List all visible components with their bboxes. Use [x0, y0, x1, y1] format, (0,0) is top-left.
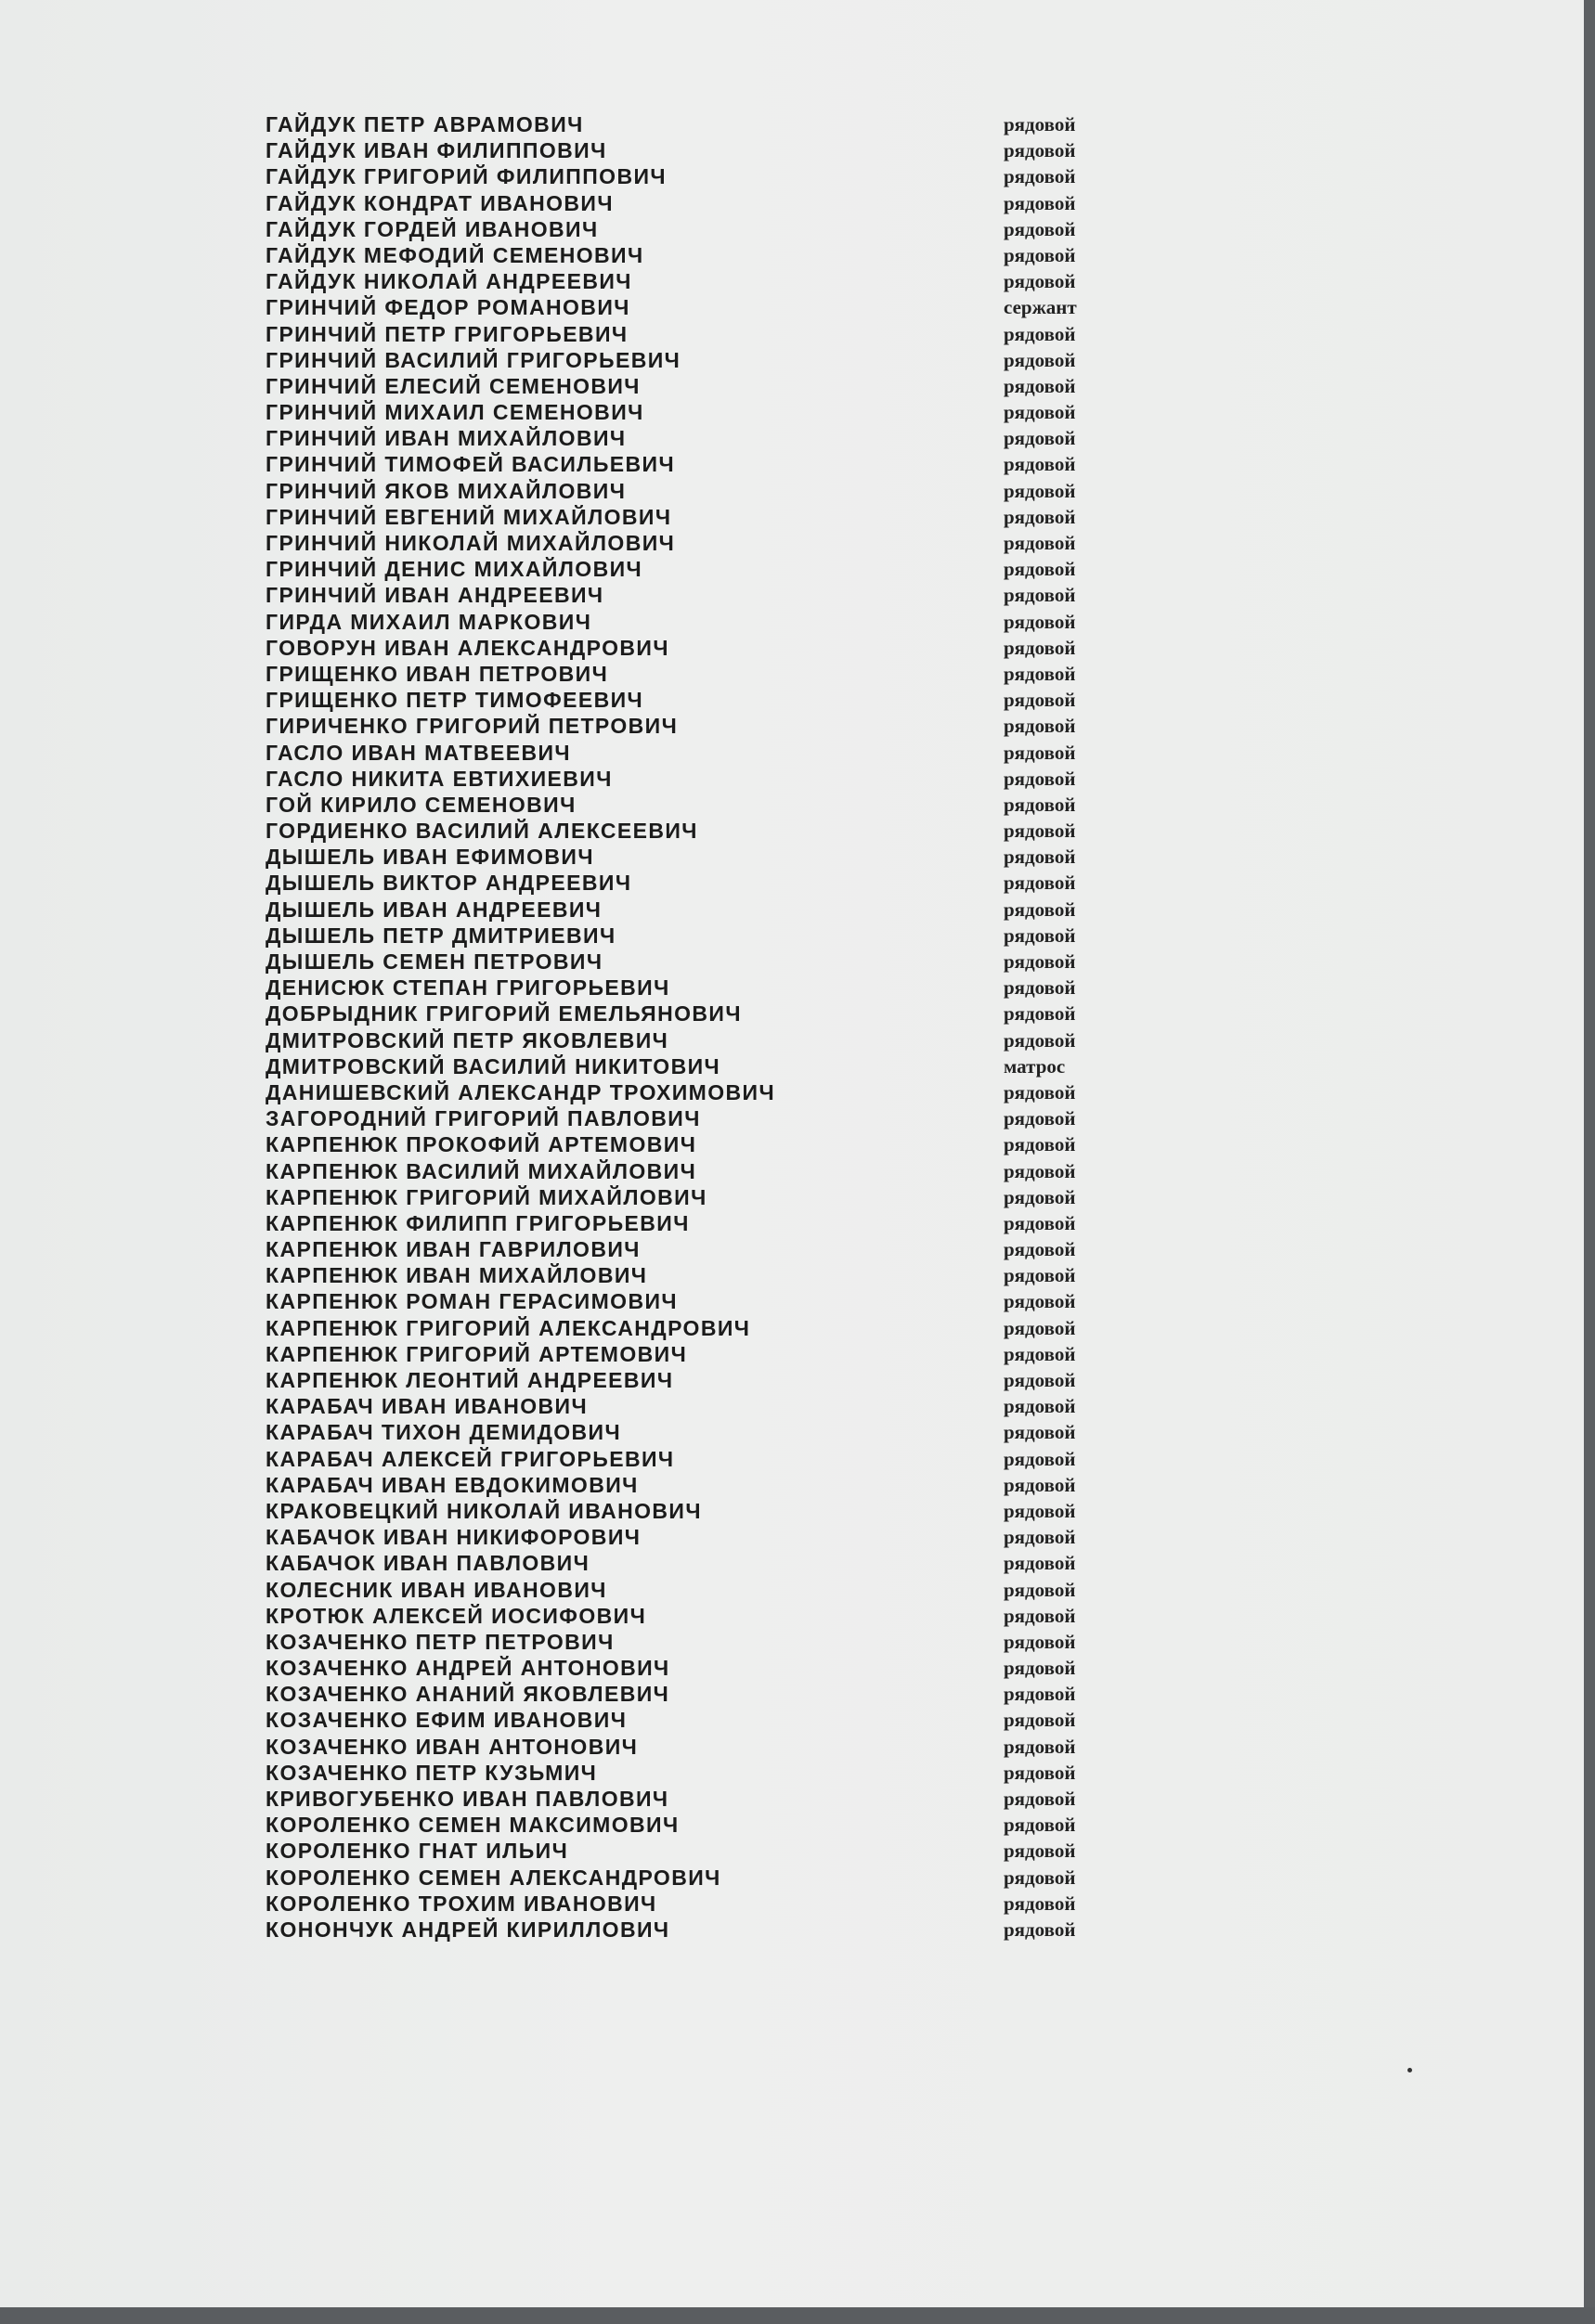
- soldier-rank: рядовой: [1004, 348, 1076, 371]
- soldier-rank: рядовой: [1004, 322, 1076, 345]
- roster-row: [266, 1865, 1120, 1891]
- soldier-rank: рядовой: [1004, 1917, 1076, 1941]
- soldier-name: ГРИНЧИЙ ИВАН МИХАЙЛОВИЧ: [266, 426, 627, 451]
- soldier-rank: рядовой: [1004, 715, 1076, 738]
- soldier-name: КОЗАЧЕНКО ПЕТР КУЗЬМИЧ: [266, 1760, 598, 1785]
- roster-row: [266, 1262, 1120, 1288]
- soldier-rank: рядовой: [1004, 113, 1076, 136]
- soldier-rank: рядовой: [1004, 1264, 1076, 1287]
- roster-row: [266, 268, 1120, 294]
- roster-row: [266, 818, 1120, 844]
- soldier-rank: рядовой: [1004, 1133, 1076, 1156]
- roster-row: [266, 1472, 1120, 1498]
- soldier-rank: рядовой: [1004, 1342, 1076, 1365]
- soldier-name: КРАКОВЕЦКИЙ НИКОЛАЙ ИВАНОВИЧ: [266, 1498, 702, 1523]
- soldier-rank: рядовой: [1004, 741, 1076, 764]
- roster-row: [266, 321, 1120, 347]
- soldier-name: КАРПЕНЮК ГРИГОРИЙ МИХАЙЛОВИЧ: [266, 1184, 707, 1209]
- soldier-name: ГАЙДУК ГОРДЕЙ ИВАНОВИЧ: [266, 216, 599, 241]
- soldier-rank: рядовой: [1004, 846, 1076, 869]
- roster-row: [266, 1079, 1120, 1105]
- page-edge-shadow: [1584, 0, 1595, 2324]
- soldier-rank: рядовой: [1004, 1316, 1076, 1339]
- soldier-name: КАРПЕНЮК ВАСИЛИЙ МИХАЙЛОВИЧ: [266, 1158, 697, 1183]
- soldier-name: ГРИНЧИЙ ВАСИЛИЙ ГРИГОРЬЕВИЧ: [266, 347, 681, 372]
- soldier-rank: рядовой: [1004, 453, 1076, 476]
- soldier-rank: рядовой: [1004, 950, 1076, 973]
- roster-row: [266, 1210, 1120, 1236]
- soldier-rank: рядовой: [1004, 1578, 1076, 1601]
- soldier-name: КАРПЕНЮК ГРИГОРИЙ АРТЕМОВИЧ: [266, 1341, 688, 1366]
- paper-speck: [1407, 2068, 1412, 2072]
- soldier-name: КОРОЛЕНКО ГНАТ ИЛЬИЧ: [266, 1839, 569, 1864]
- roster-row: [266, 556, 1120, 582]
- roster-row: [266, 1655, 1120, 1681]
- soldier-name: ДМИТРОВСКИЙ ПЕТР ЯКОВЛЕВИЧ: [266, 1027, 669, 1052]
- soldier-name: КАРПЕНЮК ПРОКОФИЙ АРТЕМОВИЧ: [266, 1132, 697, 1157]
- roster-row: [266, 713, 1120, 739]
- roster-row: [266, 347, 1120, 373]
- roster-row: [266, 242, 1120, 268]
- roster-row: [266, 216, 1120, 242]
- soldier-name: ДАНИШЕВСКИЙ АЛЕКСАНДР ТРОХИМОВИЧ: [266, 1079, 776, 1104]
- soldier-rank: рядовой: [1004, 1421, 1076, 1444]
- soldier-name: ГРИНЧИЙ ИВАН АНДРЕЕВИЧ: [266, 583, 604, 608]
- soldier-rank: рядовой: [1004, 1657, 1076, 1680]
- roster-row: [266, 1603, 1120, 1629]
- soldier-rank: рядовой: [1004, 1683, 1076, 1706]
- soldier-rank: рядовой: [1004, 1526, 1076, 1549]
- soldier-rank: рядовой: [1004, 427, 1076, 450]
- soldier-name: ГАЙДУК ПЕТР АВРАМОВИЧ: [266, 112, 584, 136]
- roster-row: [266, 1891, 1120, 1917]
- roster-row: [266, 1550, 1120, 1576]
- roster-row: [266, 1184, 1120, 1210]
- roster-row: [266, 661, 1120, 687]
- soldier-rank: рядовой: [1004, 270, 1076, 293]
- soldier-name: КАБАЧОК ИВАН НИКИФОРОВИЧ: [266, 1525, 642, 1550]
- soldier-rank: рядовой: [1004, 374, 1076, 397]
- soldier-name: ДЫШЕЛЬ СЕМЕН ПЕТРОВИЧ: [266, 949, 603, 974]
- roster-row: [266, 1131, 1120, 1157]
- soldier-rank: рядовой: [1004, 401, 1076, 424]
- soldier-rank: рядовой: [1004, 1395, 1076, 1418]
- soldier-name: ГРИЩЕНКО ИВАН ПЕТРОВИЧ: [266, 661, 609, 686]
- roster-row: [266, 687, 1120, 713]
- soldier-name: ГРИНЧИЙ ДЕНИС МИХАЙЛОВИЧ: [266, 557, 643, 582]
- soldier-name: ДЫШЕЛЬ ВИКТОР АНДРЕЕВИЧ: [266, 871, 632, 896]
- roster-row: [266, 792, 1120, 818]
- roster-row: [266, 1367, 1120, 1393]
- soldier-name: ГИРДА МИХАИЛ МАРКОВИЧ: [266, 609, 592, 634]
- soldier-rank: рядовой: [1004, 165, 1076, 188]
- soldier-rank: рядовой: [1004, 1185, 1076, 1208]
- roster-row: [266, 190, 1120, 216]
- roster-row: [266, 1838, 1120, 1864]
- soldier-rank: матрос: [1004, 1054, 1066, 1078]
- soldier-name: ГРИНЧИЙ ЕЛЕСИЙ СЕМЕНОВИЧ: [266, 373, 641, 398]
- soldier-rank: рядовой: [1004, 217, 1076, 240]
- soldier-name: ГАЙДУК НИКОЛАЙ АНДРЕЕВИЧ: [266, 269, 632, 294]
- soldier-name: ГРИНЧИЙ ФЕДОР РОМАНОВИЧ: [266, 295, 630, 320]
- soldier-rank: рядовой: [1004, 636, 1076, 659]
- soldier-rank: рядовой: [1004, 662, 1076, 685]
- soldier-rank: рядовой: [1004, 243, 1076, 266]
- roster-row: [266, 635, 1120, 661]
- roster-row: [266, 1629, 1120, 1655]
- soldier-name: ГАСЛО ИВАН МАТВЕЕВИЧ: [266, 740, 571, 765]
- roster-row: [266, 1760, 1120, 1786]
- soldier-name: КОРОЛЕНКО СЕМЕН АЛЕКСАНДРОВИЧ: [266, 1865, 721, 1890]
- roster-row: [266, 1524, 1120, 1550]
- soldier-name: ГРИЩЕНКО ПЕТР ТИМОФЕЕВИЧ: [266, 688, 644, 713]
- soldier-name: КАРПЕНЮК ИВАН МИХАЙЛОВИЧ: [266, 1263, 648, 1288]
- soldier-rank: рядовой: [1004, 1735, 1076, 1758]
- soldier-name: ГРИНЧИЙ ТИМОФЕЙ ВАСИЛЬЕВИЧ: [266, 452, 676, 477]
- soldier-rank: рядовой: [1004, 689, 1076, 712]
- soldier-rank: рядовой: [1004, 1080, 1076, 1104]
- soldier-name: КОЛЕСНИК ИВАН ИВАНОВИЧ: [266, 1577, 607, 1602]
- roster-row: [266, 1341, 1120, 1367]
- roster-row: [266, 373, 1120, 399]
- soldier-rank: рядовой: [1004, 584, 1076, 607]
- soldier-name: КОЗАЧЕНКО АНДРЕЙ АНТОНОВИЧ: [266, 1656, 670, 1681]
- soldier-rank: рядовой: [1004, 139, 1076, 162]
- soldier-name: КАРАБАЧ ТИХОН ДЕМИДОВИЧ: [266, 1420, 622, 1445]
- roster-row: [266, 1786, 1120, 1812]
- soldier-rank: рядовой: [1004, 1630, 1076, 1653]
- soldier-name: ГРИНЧИЙ ЯКОВ МИХАЙЛОВИЧ: [266, 478, 627, 503]
- roster-row: [266, 1446, 1120, 1472]
- soldier-rank: рядовой: [1004, 532, 1076, 554]
- soldier-name: КАРПЕНЮК РОМАН ГЕРАСИМОВИЧ: [266, 1289, 678, 1314]
- soldier-rank: рядовой: [1004, 1761, 1076, 1784]
- soldier-name: КАБАЧОК ИВАН ПАВЛОВИЧ: [266, 1551, 590, 1576]
- soldier-rank: рядовой: [1004, 1866, 1076, 1889]
- roster-row: [266, 1105, 1120, 1131]
- soldier-name: ГРИНЧИЙ ПЕТР ГРИГОРЬЕВИЧ: [266, 321, 629, 346]
- soldier-name: КАРПЕНЮК ФИЛИПП ГРИГОРЬЕВИЧ: [266, 1210, 690, 1235]
- soldier-name: КОРОЛЕНКО ТРОХИМ ИВАНОВИЧ: [266, 1891, 657, 1916]
- roster-row: [266, 163, 1120, 189]
- soldier-name: ГАЙДУК ГРИГОРИЙ ФИЛИППОВИЧ: [266, 164, 667, 189]
- soldier-name: КОРОЛЕНКО СЕМЕН МАКСИМОВИЧ: [266, 1813, 680, 1838]
- roster-row: [266, 923, 1120, 949]
- soldier-name: ДОБРЫДНИК ГРИГОРИЙ ЕМЕЛЬЯНОВИЧ: [266, 1001, 742, 1026]
- soldier-rank: рядовой: [1004, 1211, 1076, 1234]
- soldier-name: КОЗАЧЕНКО ЕФИМ ИВАНОВИЧ: [266, 1708, 628, 1733]
- roster-row: [266, 478, 1120, 504]
- roster-row: [266, 949, 1120, 975]
- soldier-name: КАРАБАЧ АЛЕКСЕЙ ГРИГОРЬЕВИЧ: [266, 1446, 675, 1471]
- soldier-rank: рядовой: [1004, 610, 1076, 633]
- soldier-name: ЗАГОРОДНИЙ ГРИГОРИЙ ПАВЛОВИЧ: [266, 1106, 701, 1131]
- roster-row: [266, 137, 1120, 163]
- soldier-rank: рядовой: [1004, 820, 1076, 843]
- soldier-name: ГАСЛО НИКИТА ЕВТИХИЕВИЧ: [266, 766, 613, 791]
- soldier-rank: рядовой: [1004, 558, 1076, 581]
- soldier-name: КАРАБАЧ ИВАН ЕВДОКИМОВИЧ: [266, 1472, 639, 1497]
- roster-row: [266, 111, 1120, 137]
- soldier-name: ГАЙДУК ИВАН ФИЛИППОВИЧ: [266, 138, 607, 163]
- roster-row: [266, 1419, 1120, 1445]
- roster-row: [266, 609, 1120, 635]
- roster-row: [266, 582, 1120, 608]
- soldier-name: ГОРДИЕНКО ВАСИЛИЙ АЛЕКСЕЕВИЧ: [266, 819, 698, 844]
- roster-row: [266, 897, 1120, 923]
- soldier-name: ГАЙДУК КОНДРАТ ИВАНОВИЧ: [266, 190, 614, 215]
- soldier-rank: рядовой: [1004, 1447, 1076, 1470]
- soldier-rank: рядовой: [1004, 1473, 1076, 1496]
- soldier-rank: рядовой: [1004, 1290, 1076, 1313]
- soldier-name: КРИВОГУБЕНКО ИВАН ПАВЛОВИЧ: [266, 1787, 669, 1811]
- soldier-name: ДЫШЕЛЬ ИВАН ЕФИМОВИЧ: [266, 845, 594, 870]
- soldier-rank: рядовой: [1004, 1499, 1076, 1522]
- roster-row: [266, 530, 1120, 556]
- soldier-rank: сержант: [1004, 296, 1077, 319]
- soldier-name: ДЫШЕЛЬ ПЕТР ДМИТРИЕВИЧ: [266, 923, 616, 948]
- roster-row: [266, 1236, 1120, 1262]
- soldier-rank: рядовой: [1004, 1238, 1076, 1261]
- soldier-name: ДМИТРОВСКИЙ ВАСИЛИЙ НИКИТОВИЧ: [266, 1053, 721, 1078]
- soldier-rank: рядовой: [1004, 767, 1076, 790]
- soldier-rank: рядовой: [1004, 191, 1076, 214]
- soldier-name: КАРПЕНЮК ЛЕОНТИЙ АНДРЕЕВИЧ: [266, 1368, 674, 1392]
- roster-row: [266, 1734, 1120, 1760]
- soldier-name: ГАЙДУК МЕФОДИЙ СЕМЕНОВИЧ: [266, 242, 644, 267]
- roster-row: [266, 1707, 1120, 1733]
- page-bottom-shadow: [0, 2307, 1595, 2324]
- soldier-rank: рядовой: [1004, 897, 1076, 921]
- roster-row: [266, 425, 1120, 451]
- soldier-name: КОЗАЧЕНКО ИВАН АНТОНОВИЧ: [266, 1734, 639, 1759]
- roster-row: [266, 1288, 1120, 1314]
- roster-row: [266, 451, 1120, 477]
- soldier-rank: рядовой: [1004, 976, 1076, 1000]
- soldier-rank: рядовой: [1004, 923, 1076, 947]
- soldier-name: ДЕНИСЮК СТЕПАН ГРИГОРЬЕВИЧ: [266, 975, 670, 1001]
- soldier-rank: рядовой: [1004, 1107, 1076, 1130]
- soldier-rank: рядовой: [1004, 505, 1076, 528]
- roster-row: [266, 1158, 1120, 1184]
- roster-row: [266, 1053, 1120, 1079]
- soldier-name: ГРИНЧИЙ МИХАИЛ СЕМЕНОВИЧ: [266, 400, 644, 425]
- soldier-name: КОЗАЧЕНКО ПЕТР ПЕТРОВИЧ: [266, 1629, 615, 1654]
- roster-row: [266, 1812, 1120, 1838]
- soldier-rank: рядовой: [1004, 1814, 1076, 1837]
- soldier-rank: рядовой: [1004, 872, 1076, 895]
- soldier-rank: рядовой: [1004, 793, 1076, 816]
- roster-row: [266, 766, 1120, 792]
- roster-row: [266, 1315, 1120, 1341]
- soldier-name: КРОТЮК АЛЕКСЕЙ ИОСИФОВИЧ: [266, 1603, 647, 1628]
- roster-row: [266, 844, 1120, 870]
- soldier-rank: рядовой: [1004, 1891, 1076, 1915]
- soldier-name: КОНОНЧУК АНДРЕЙ КИРИЛЛОВИЧ: [266, 1917, 670, 1942]
- roster-row: [266, 1027, 1120, 1053]
- soldier-name: КАРАБАЧ ИВАН ИВАНОВИЧ: [266, 1394, 589, 1419]
- soldier-rank: рядовой: [1004, 1028, 1076, 1052]
- soldier-rank: рядовой: [1004, 1159, 1076, 1182]
- soldier-rank: рядовой: [1004, 1002, 1076, 1026]
- soldier-rank: рядовой: [1004, 1552, 1076, 1575]
- soldier-name: ГОЙ КИРИЛО СЕМЕНОВИЧ: [266, 792, 577, 817]
- roster-row: [266, 504, 1120, 530]
- roster-row: [266, 1001, 1120, 1026]
- soldier-rank: рядовой: [1004, 1369, 1076, 1391]
- soldier-name: ГИРИЧЕНКО ГРИГОРИЙ ПЕТРОВИЧ: [266, 714, 679, 739]
- roster-row: [266, 1393, 1120, 1419]
- roster-row: [266, 1681, 1120, 1707]
- soldier-name: ГОВОРУН ИВАН АЛЕКСАНДРОВИЧ: [266, 635, 669, 660]
- soldier-name: КОЗАЧЕНКО АНАНИЙ ЯКОВЛЕВИЧ: [266, 1682, 670, 1707]
- soldier-rank: рядовой: [1004, 1709, 1076, 1732]
- roster-row: [266, 740, 1120, 766]
- soldier-rank: рядовой: [1004, 1840, 1076, 1863]
- soldier-name: КАРПЕНЮК ГРИГОРИЙ АЛЕКСАНДРОВИЧ: [266, 1315, 751, 1340]
- roster-row: [266, 975, 1120, 1001]
- soldier-rank: рядовой: [1004, 1788, 1076, 1810]
- soldier-rank: рядовой: [1004, 479, 1076, 502]
- roster-row: [266, 1498, 1120, 1524]
- roster-list: [266, 111, 1120, 1943]
- soldier-name: ГРИНЧИЙ НИКОЛАЙ МИХАЙЛОВИЧ: [266, 531, 676, 555]
- roster-row: [266, 1577, 1120, 1603]
- roster-row: [266, 399, 1120, 425]
- soldier-name: ДЫШЕЛЬ ИВАН АНДРЕЕВИЧ: [266, 897, 603, 922]
- soldier-name: ГРИНЧИЙ ЕВГЕНИЙ МИХАЙЛОВИЧ: [266, 504, 672, 529]
- roster-row: [266, 870, 1120, 896]
- soldier-name: КАРПЕНЮК ИВАН ГАВРИЛОВИЧ: [266, 1237, 641, 1262]
- roster-row: [266, 1917, 1120, 1943]
- soldier-rank: рядовой: [1004, 1604, 1076, 1627]
- roster-row: [266, 294, 1120, 320]
